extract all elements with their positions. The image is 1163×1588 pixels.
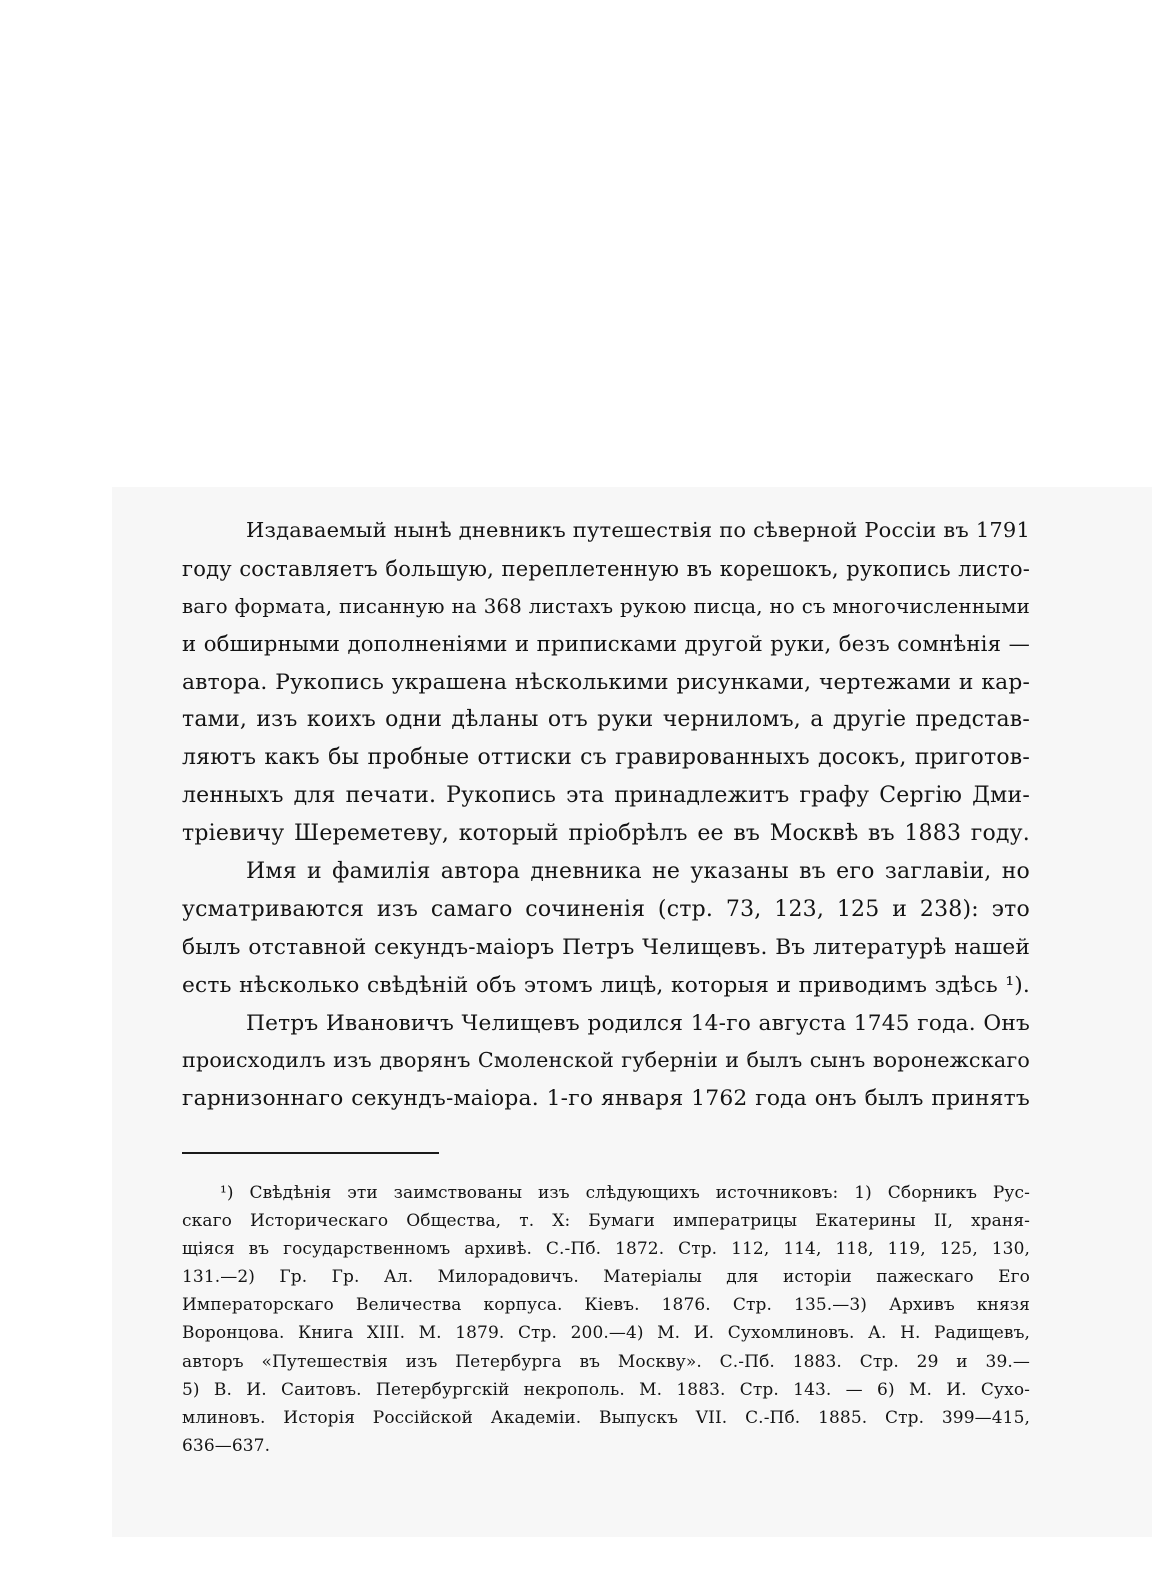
footnote-line-8: 5) В. И. Саитовъ. Петербургскій некрополь. М. 1883. Стр. 143. — 6) М. И. Сухо-	[182, 1379, 1030, 1400]
text-line-10: Имя и фамилія автора дневника не указаны въ его заглавіи, но	[246, 859, 1030, 885]
text-line-9: тріевичу Шереметеву, который пріобрѣлъ ее въ Москвѣ въ 1883 году.	[182, 821, 1030, 847]
footnote-line-4: 131.—2) Гр. Гр. Ал. Милорадовичъ. Матеріалы для исторіи пажескаго Его	[182, 1267, 1030, 1288]
main-text	[182, 512, 1030, 1118]
text-line-13: есть нѣсколько свѣдѣній объ этомъ лицѣ, которыя и приводимъ здѣсь ¹).	[182, 972, 1030, 998]
footnote-line-7: авторъ «Путешествія изъ Петербурга въ Москву». С.-Пб. 1883. Стр. 29 и 39.—	[182, 1351, 1030, 1372]
footnote-line-5: Императорскаго Величества корпуса. Кіевъ. 1876. Стр. 135.—3) Архивъ князя	[182, 1295, 1030, 1316]
footnote	[182, 1179, 1030, 1460]
text-line-2: году составляетъ большую, переплетенную въ корешокъ, рукопись листо-	[182, 555, 1030, 581]
text-line-12: былъ отставной секундъ-маіоръ Петръ Челищевъ. Въ литературѣ нашей	[182, 934, 1030, 960]
text-line-3: ваго формата, писанную на 368 листахъ рукою писца, но съ многочисленными	[182, 594, 1030, 618]
footnote-line-3: щіяся въ государственномъ архивѣ. С.-Пб. 1872. Стр. 112, 114, 118, 119, 125, 130,	[182, 1239, 1030, 1260]
text-line-8: ленныхъ для печати. Рукопись эта принадлежитъ графу Сергію Дми-	[182, 783, 1030, 809]
text-line-11: усматриваются изъ самаго сочиненія (стр. 73, 123, 125 и 238): это	[182, 896, 1030, 922]
footnote-line-10: 636—637.	[182, 1435, 271, 1456]
footnote-line-6: Воронцова. Книга XIII. М. 1879. Стр. 200.—4) М. И. Сухомлиновъ. А. Н. Радищевъ,	[182, 1323, 1030, 1344]
text-line-16: гарнизоннаго секундъ-маіора. 1-го января 1762 года онъ былъ принятъ	[182, 1086, 1030, 1112]
footnote-line-9: млиновъ. Исторія Россійской Академіи. Выпускъ VII. С.-Пб. 1885. Стр. 399—415,	[182, 1407, 1030, 1428]
text-line-15: происходилъ изъ дворянъ Смоленской губерніи и былъ сынъ воронежскаго	[182, 1048, 1030, 1073]
footnote-line-1: ¹) Свѣдѣнія эти заимствованы изъ слѣдующихъ источниковъ: 1) Сборникъ Рус-	[220, 1183, 1030, 1203]
text-line-14: Петръ Ивановичъ Челищевъ родился 14-го августа 1745 года. Онъ	[246, 1010, 1030, 1036]
text-line-4: и обширными дополненіями и приписками другой руки, безъ сомнѣнія —	[182, 631, 1030, 657]
footnote-divider	[182, 1152, 439, 1154]
text-line-5: автора. Рукопись украшена нѣсколькими рисунками, чертежами и кар-	[182, 669, 1030, 695]
text-line-6: тами, изъ коихъ одни дѣланы отъ руки черниломъ, а другіе представ-	[182, 707, 1030, 733]
text-line-1: Издаваемый нынѣ дневникъ путешествія по сѣверной Россіи въ 1791	[246, 518, 1030, 542]
footnote-line-2: скаго Историческаго Общества, т. X: Бумаги императрицы Екатерины II, храня-	[182, 1211, 1030, 1232]
text-line-7: ляютъ какъ бы пробные оттиски съ гравированныхъ досокъ, приготов-	[182, 745, 1030, 771]
